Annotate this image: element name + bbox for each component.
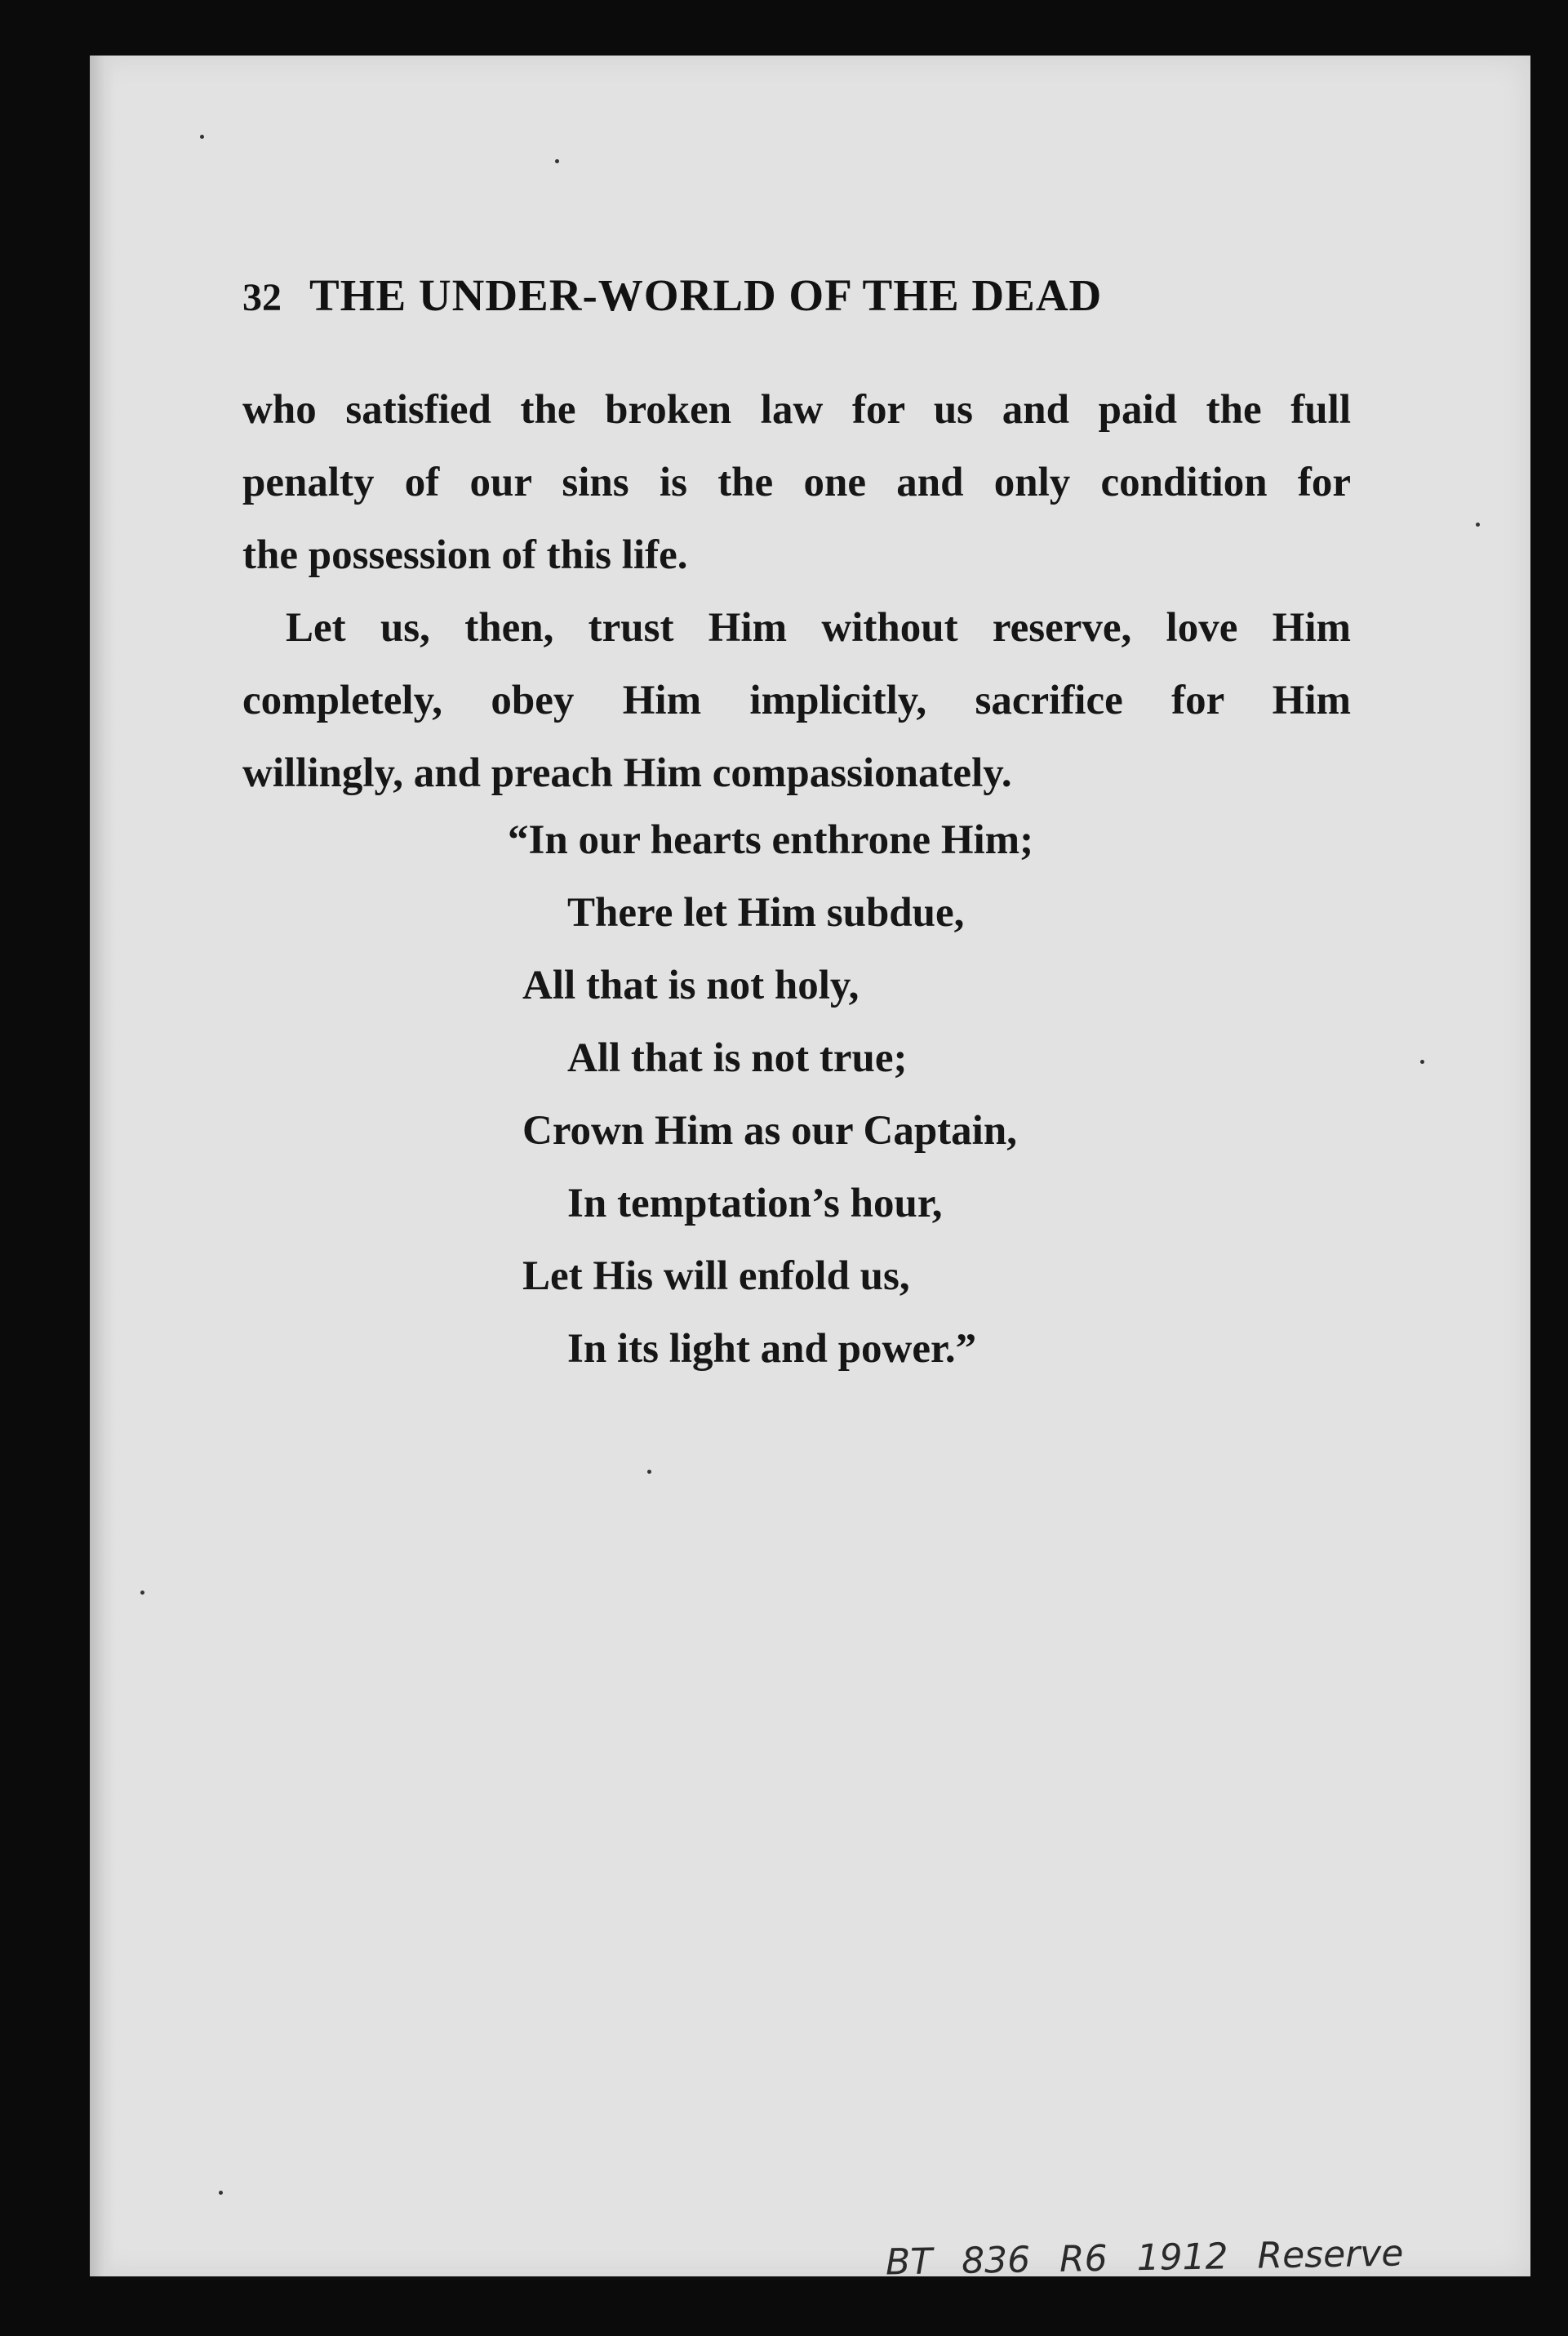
dust-speck bbox=[219, 2191, 223, 2195]
poem-line: In temptation’s hour, bbox=[567, 1181, 943, 1226]
dust-speck bbox=[647, 1470, 651, 1474]
page-edge-shadow bbox=[90, 56, 114, 2276]
text-line: penalty of our sins is the one and only condition for bbox=[242, 460, 1351, 505]
dust-speck bbox=[555, 159, 559, 163]
poem-line: Crown Him as our Captain, bbox=[522, 1108, 1017, 1154]
text-line: completely, obey Him implicitly, sacrifice for Him bbox=[242, 678, 1351, 723]
text-line: willingly, and preach Him compassionately. bbox=[242, 750, 1012, 796]
poem-line: All that is not holy, bbox=[522, 963, 860, 1008]
dust-speck bbox=[140, 1591, 144, 1595]
poem-line: “In our hearts enthrone Him; bbox=[508, 817, 1034, 863]
poem-line: Let His will enfold us, bbox=[522, 1253, 910, 1299]
poem-line: There let Him subdue, bbox=[567, 890, 965, 936]
text-line: Let us, then, trust Him without reserve, love Him bbox=[286, 605, 1351, 651]
text-line: the possession of this life. bbox=[242, 532, 688, 578]
running-head-title: THE UNDER-WORLD OF THE DEAD bbox=[309, 270, 1103, 320]
dust-speck bbox=[1420, 1060, 1424, 1064]
dust-speck bbox=[200, 135, 204, 139]
poem-line: In its light and power.” bbox=[567, 1326, 977, 1372]
running-head bbox=[242, 269, 1320, 321]
page-number: 32 bbox=[242, 276, 282, 319]
handwritten-call-number: BT 836 R6 1912 Reserve bbox=[885, 2232, 1404, 2284]
text-line: who satisfied the broken law for us and paid the full bbox=[242, 387, 1351, 433]
body-text bbox=[242, 374, 1351, 810]
poem-line: All that is not true; bbox=[567, 1035, 908, 1081]
hymn-quotation bbox=[508, 804, 1034, 1386]
dust-speck bbox=[1476, 523, 1480, 527]
